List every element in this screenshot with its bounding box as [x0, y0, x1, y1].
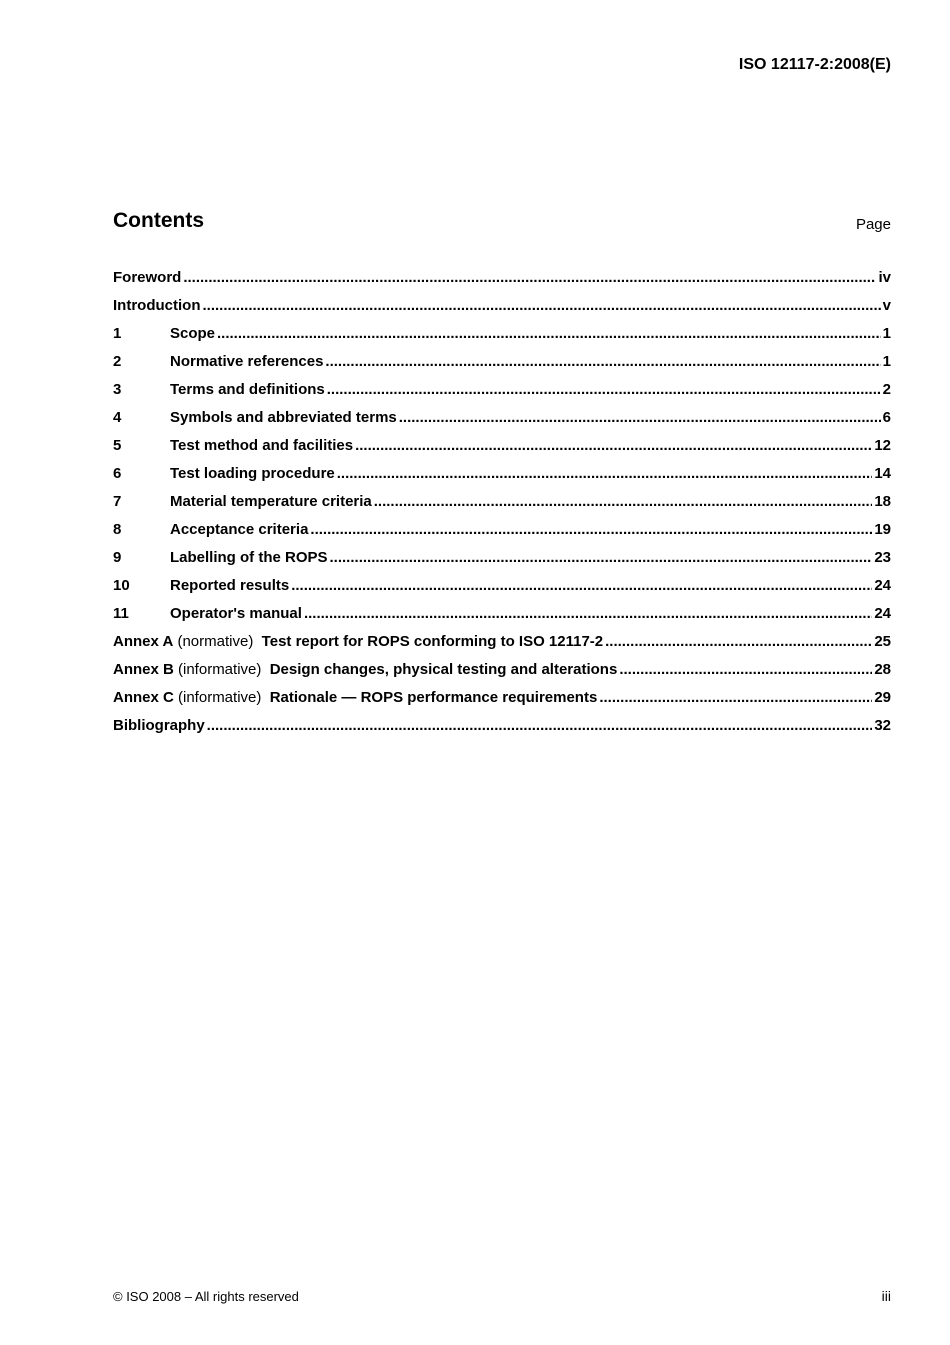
- page-column-label: Page: [855, 216, 891, 233]
- page-number: iii: [881, 1288, 891, 1304]
- toc-entry-page: v: [882, 297, 891, 314]
- toc-entry-page: 14: [874, 465, 891, 482]
- toc-entry-page: 23: [874, 549, 891, 566]
- table-of-contents: [113, 269, 891, 745]
- annex-title: Test report for ROPS conforming to ISO 12117-2: [261, 633, 604, 650]
- toc-entry-page: 19: [874, 521, 891, 538]
- dot-leader: [605, 633, 872, 650]
- toc-annex-heading: [113, 689, 597, 706]
- toc-entry-number: 1: [113, 325, 122, 342]
- annex-type: (informative): [178, 689, 262, 706]
- toc-entry-number: 2: [113, 353, 122, 370]
- toc-entry-page: 1: [882, 325, 891, 342]
- toc-entry-page: iv: [878, 269, 891, 286]
- annex-title: Design changes, physical testing and alterations: [269, 661, 618, 678]
- toc-entry-annex-c[interactable]: [113, 689, 891, 717]
- document-id: ISO 12117-2:2008(E): [738, 56, 891, 73]
- toc-annex-heading: [113, 661, 617, 678]
- toc-entry-reported-results[interactable]: [113, 577, 891, 605]
- dot-leader: [619, 661, 872, 678]
- toc-entry-page: 32: [874, 717, 891, 734]
- toc-entry-annex-b[interactable]: [113, 661, 891, 689]
- annex-label: Annex C: [113, 689, 174, 706]
- toc-entry-number: 8: [113, 521, 122, 538]
- toc-entry-introduction[interactable]: [113, 297, 891, 325]
- dot-leader: [310, 521, 872, 538]
- toc-entry-number: 5: [113, 437, 122, 454]
- toc-entry-title: Operator's manual: [170, 605, 302, 622]
- toc-entry-title: Test loading procedure: [170, 465, 335, 482]
- annex-title: Rationale — ROPS performance requirements: [269, 689, 598, 706]
- toc-entry-title: Normative references: [170, 353, 324, 370]
- annex-type: (normative): [177, 633, 254, 650]
- toc-entry-page: 12: [874, 437, 891, 454]
- dot-leader: [183, 269, 876, 286]
- toc-entry-page: 2: [882, 381, 891, 398]
- toc-entry-page: 29: [874, 689, 891, 706]
- dot-leader: [207, 717, 873, 734]
- toc-entry-number: 9: [113, 549, 122, 566]
- toc-entry-bibliography[interactable]: [113, 717, 891, 745]
- dot-leader: [304, 605, 872, 622]
- toc-entry-number: 10: [113, 577, 130, 594]
- toc-entry-number: 6: [113, 465, 122, 482]
- toc-entry-title: Bibliography: [113, 717, 205, 734]
- dot-leader: [355, 437, 872, 454]
- dot-leader: [325, 353, 880, 370]
- toc-entry-title: Foreword: [113, 269, 182, 286]
- copyright-notice: © ISO 2008 – All rights reserved: [113, 1289, 299, 1304]
- toc-entry-number: 11: [113, 605, 129, 622]
- dot-leader: [399, 409, 881, 426]
- toc-entry-title: Terms and definitions: [170, 381, 325, 398]
- toc-annex-heading: [113, 633, 603, 650]
- toc-entry-title: Material temperature criteria: [170, 493, 372, 510]
- toc-entry-title: Scope: [170, 325, 216, 342]
- toc-entry-normative-references[interactable]: [113, 353, 891, 381]
- toc-entry-acceptance-criteria[interactable]: [113, 521, 891, 549]
- contents-title: Contents: [113, 209, 204, 232]
- dot-leader: [291, 577, 872, 594]
- dot-leader: [330, 549, 873, 566]
- toc-entry-title: Reported results: [170, 577, 290, 594]
- dot-leader: [327, 381, 881, 398]
- dot-leader: [202, 297, 880, 314]
- toc-entry-test-loading[interactable]: [113, 465, 891, 493]
- toc-entry-page: 24: [874, 605, 891, 622]
- annex-label: Annex A: [113, 633, 174, 650]
- toc-entry-scope[interactable]: [113, 325, 891, 353]
- toc-entry-number: 4: [113, 409, 122, 426]
- toc-entry-page: 28: [874, 661, 891, 678]
- annex-label: Annex B: [113, 661, 174, 678]
- toc-entry-page: 1: [882, 353, 891, 370]
- annex-type: (informative): [178, 661, 262, 678]
- toc-entry-symbols[interactable]: [113, 409, 891, 437]
- toc-entry-terms-definitions[interactable]: [113, 381, 891, 409]
- toc-entry-title: Test method and facilities: [170, 437, 354, 454]
- toc-entry-number: 3: [113, 381, 122, 398]
- toc-entry-page: 6: [882, 409, 891, 426]
- toc-entry-foreword[interactable]: [113, 269, 891, 297]
- toc-entry-operators-manual[interactable]: [113, 605, 891, 633]
- toc-entry-annex-a[interactable]: [113, 633, 891, 661]
- toc-entry-page: 18: [874, 493, 891, 510]
- toc-entry-labelling[interactable]: [113, 549, 891, 577]
- toc-entry-title: Introduction: [113, 297, 201, 314]
- toc-entry-number: 7: [113, 493, 122, 510]
- dot-leader: [337, 465, 873, 482]
- dot-leader: [374, 493, 873, 510]
- toc-entry-title: Acceptance criteria: [170, 521, 309, 538]
- dot-leader: [599, 689, 872, 706]
- toc-entry-test-method[interactable]: [113, 437, 891, 465]
- toc-entry-page: 25: [874, 633, 891, 650]
- toc-entry-page: 24: [874, 577, 891, 594]
- dot-leader: [217, 325, 881, 342]
- toc-entry-material-temperature[interactable]: [113, 493, 891, 521]
- toc-entry-title: Labelling of the ROPS: [170, 549, 328, 566]
- toc-entry-title: Symbols and abbreviated terms: [170, 409, 397, 426]
